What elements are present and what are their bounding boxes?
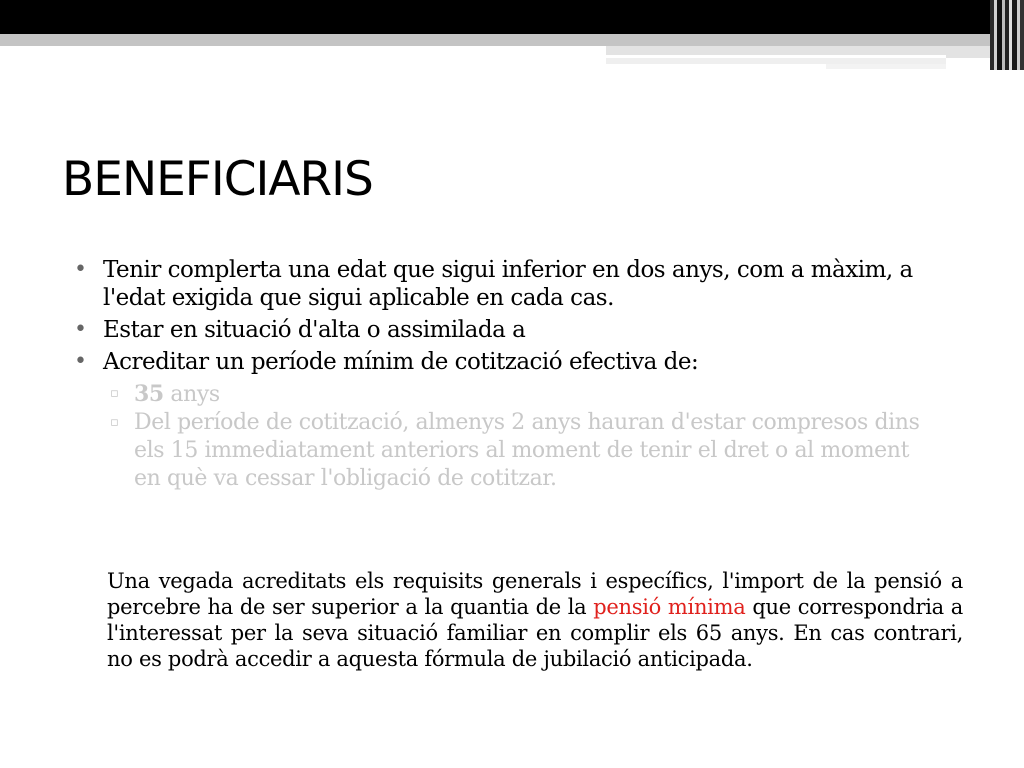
sub-bullet-item-years [74, 380, 934, 409]
bullet-list [74, 256, 974, 376]
years-unit: anys [163, 382, 220, 407]
sub-bullet-icon: ▫ [110, 415, 119, 430]
sub-bullet-icon: ▫ [110, 386, 119, 401]
bullet-item-alta [74, 316, 969, 344]
bullet-text-alta: Estar en situació d'alta o assimilada a [103, 317, 526, 343]
slide-title: BENEFICIARIS [62, 152, 373, 207]
header-stripes [990, 0, 1024, 70]
summary-paragraph [107, 568, 963, 672]
bullet-icon: • [74, 257, 87, 282]
bullet-text-cotitzacio: Acreditar un període mínim de cotització efectiva de: [103, 349, 699, 375]
paragraph-highlight: pensió mínima [593, 595, 746, 619]
sub-bullet-item-period [74, 409, 934, 493]
header-bar-grey [0, 34, 990, 46]
sub-bullet-list [74, 380, 974, 493]
sub-bullet-text-period: Del període de cotització, almenys 2 anys hauran d'estar compresos dins els 15 immediatament anteriors al moment de tenir el dret o al moment en què va cessar l'obligació de cotitzar. [134, 410, 920, 491]
bullet-icon: • [74, 349, 87, 374]
bullet-item-age [74, 256, 969, 312]
header-bar-thin-2 [826, 64, 946, 69]
bullet-text-age: Tenir complerta una edat que sigui inferior en dos anys, com a màxim, a l'edat exigida que sigui aplicable en cada cas. [103, 257, 913, 311]
paragraph-part-1: Una vegada acreditats els requisits generals i específics, l'import de la pensió a percebre ha de ser superior a la quantia de la [107, 569, 963, 619]
years-value: 35 [134, 381, 164, 407]
bullet-icon: • [74, 317, 87, 342]
bullet-item-cotitzacio [74, 348, 969, 376]
paragraph-part-2: que correspondria a l'interessat per la seva situació familiar en complir els 65 anys. En cas contrari, no es podrà accedir a aquesta fórmula de jubilació anticipada. [107, 595, 963, 671]
bullet-content [74, 256, 974, 493]
header-bar-black [0, 0, 1024, 34]
